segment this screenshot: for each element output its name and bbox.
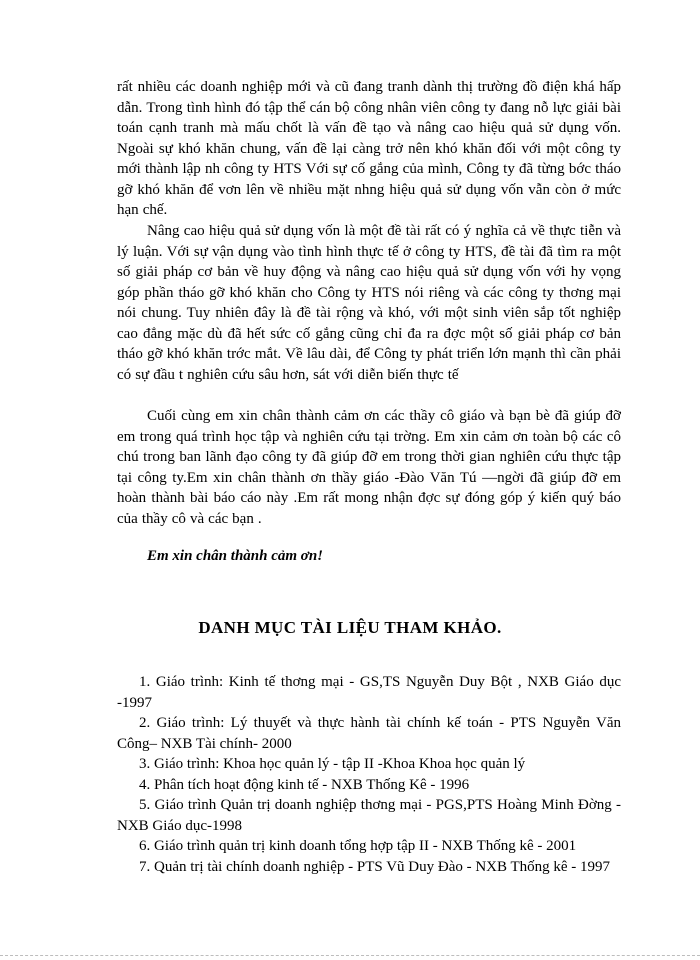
paragraph-intro-continuation: rất nhiều các doanh nghiệp mới và cũ đang tranh dành thị trường đồ điện khá hấp dẫn. Trong tình hình đó tập thể cán bộ công nhân viên công ty đang nỗ lực giải bài toán cạnh tranh mà mấu chốt là vấn đề tạo và nâng cao hiệu quả sử dụng vốn. Ngoài sự khó khăn chung, vấn đề lại càng trở nên khó khăn đối với một công ty mới thành lập nh công ty HTS Với sự cố gắng của mình, Công ty đã từng bớc tháo gỡ khó khăn để vơn lên về nhiều mặt nhng hiệu quả sử dụng vốn vẫn còn ở mức hạn chế.	[117, 79, 621, 218]
reference-item: 4. Phân tích hoạt động kinh tế - NXB Thống Kê - 1996	[139, 776, 470, 793]
references-list	[117, 672, 621, 877]
paragraph-significance: Nâng cao hiệu quả sử dụng vốn là một đề tài rất có ý nghĩa cả về thực tiễn và lý luận. Với sự vận dụng vào tình hình thực tế ở công ty HTS, đề tài đã tìm ra một số giải pháp cơ bản về huy động và nâng cao hiệu quả sử dụng vốn với hy vọng góp phần tháo gỡ khó khăn cho Công ty HTS nói riêng và các công ty thơng mại nói chung. Tuy nhiên đây là đề tài rộng và khó, với một sinh viên sắp tốt nghiệp cao đẳng mặc dù đã hết sức cố gắng cũng chỉ đa ra đợc một số giải pháp cơ bản tháo gỡ khó khăn trớc mắt. Về lâu dài, để Công ty phát triển lớn mạnh thì cần phải có sự đầu t nghiên cứu sâu hơn, sát với diễn biến thực tế	[117, 223, 621, 383]
reference-item: 3. Giáo trình: Khoa học quản lý - tập II -Khoa Khoa học quản lý	[139, 756, 526, 772]
page-bottom-divider	[0, 955, 700, 956]
references-heading: DANH MỤC TÀI LIỆU THAM KHẢO.	[198, 618, 502, 637]
closing-thanks: Em xin chân thành cảm ơn!	[147, 548, 324, 564]
reference-item: 5. Giáo trình Quản trị doanh nghiệp thơng mại - PGS,PTS Hoàng Minh Đờng - NXB Giáo dục-1998	[117, 797, 621, 834]
reference-item: 6. Giáo trình quản trị kinh doanh tổng hợp tập II - NXB Thống kê - 2001	[139, 838, 577, 854]
reference-item: 7. Quản trị tài chính doanh nghiệp - PTS Vũ Duy Đào - NXB Thống kê - 1997	[139, 858, 611, 875]
reference-item: 2. Giáo trình: Lý thuyết và thực hành tài chính kế toán - PTS Nguyễn Văn Công– NXB Tài chính- 2000	[117, 715, 621, 752]
paragraph-acknowledgement: Cuối cùng em xin chân thành cảm ơn các thầy cô giáo và bạn bè đã giúp đỡ em trong quá trình học tập và nghiên cứu tại trờng. Em xin cảm ơn toàn bộ các cô chú trong ban lãnh đạo công ty đã giúp đỡ em trong thời gian nghiên cứu thực tập tại công ty.Em xin chân thành ơn thầy giáo -Đào Văn Tú —ngời đã giúp đỡ em hoàn thành bài báo cáo này .Em rất mong nhận đợc sự đóng góp ý kiến quý báo của thầy cô và các bạn .	[117, 408, 621, 527]
reference-item: 1. Giáo trình: Kinh tế thơng mại - GS,TS Nguyễn Duy Bột , NXB Giáo dục -1997	[117, 674, 621, 711]
